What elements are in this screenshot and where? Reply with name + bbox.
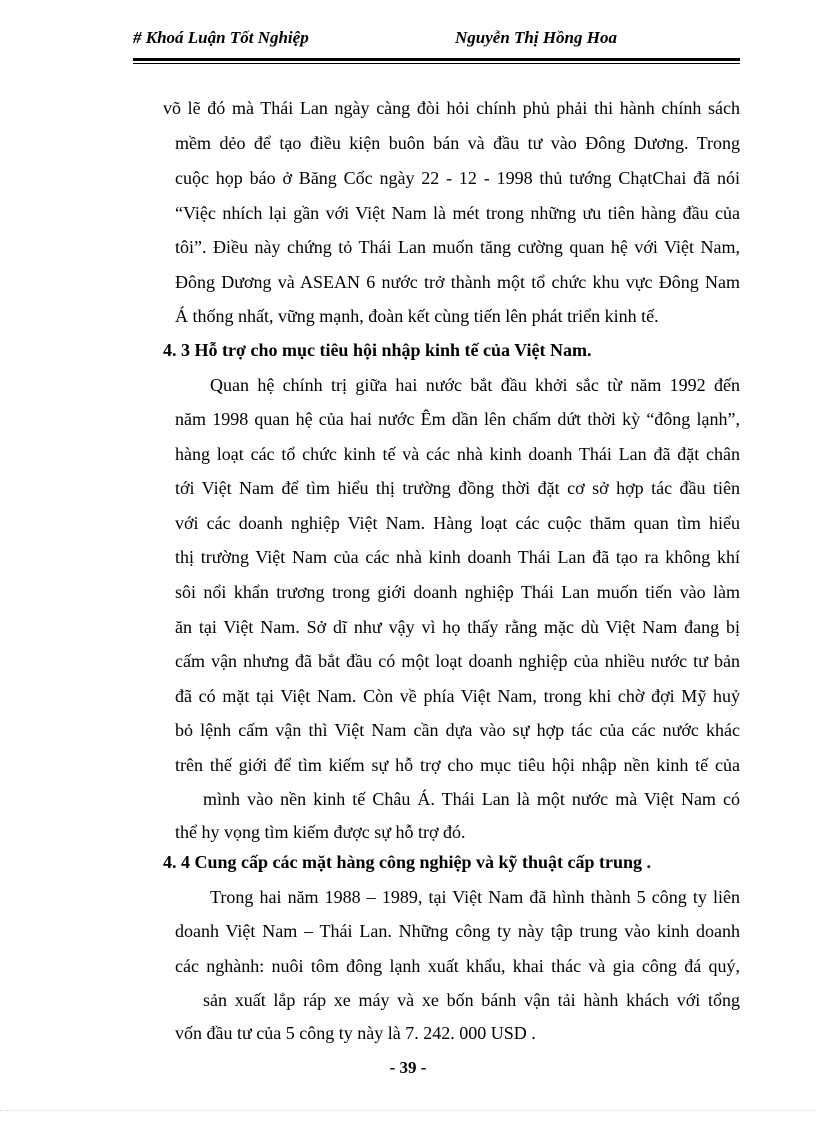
text-line: “Việc nhích lại gần với Việt Nam là mét trong những ưu tiên hàng đầu của [175, 203, 740, 223]
header-author-name: Nguyễn Thị Hồng Hoa [455, 28, 617, 47]
text-line: Á thống nhất, vững mạnh, đoàn kết cùng tiến lên phát triển kinh tế. [175, 306, 659, 326]
text-line: cấm vận nhưng đã bắt đầu có một loạt doanh nghiệp của nhiều nước tư bản [175, 651, 740, 671]
header-thesis-title: # Khoá Luận Tốt Nghiệp [133, 28, 309, 47]
page-number: - 39 - [389, 1058, 427, 1077]
text-line: hàng loạt các tổ chức kinh tế và các nhà kinh doanh Thái Lan đã đặt chân [175, 444, 740, 464]
text-line: mềm dẻo để tạo điều kiện buôn bán và đầu tư vào Đông Dương. Trong [175, 133, 740, 153]
text-line: các nghành: nuôi tôm đông lạnh xuất khẩu, khai thác và gia công đá quý, [175, 956, 740, 976]
text-line: với các doanh nghiệp Việt Nam. Hàng loạt các cuộc thăm quan tìm hiểu [175, 513, 740, 533]
text-line: tôi”. Điều này chứng tỏ Thái Lan muốn tăng cường quan hệ với Việt Nam, [175, 237, 740, 257]
text-line: mình vào nền kinh tế Châu Á. Thái Lan là một nước mà Việt Nam có [203, 789, 740, 809]
text-line: võ lẽ đó mà Thái Lan ngày càng đòi hỏi chính phủ phải thi hành chính sách [163, 98, 740, 118]
page-header [133, 28, 740, 50]
text-line: cuộc họp báo ở Băng Cốc ngày 22 - 12 - 1998 thủ tướng ChạtChai đã nói [175, 168, 740, 188]
text-line: Quan hệ chính trị giữa hai nước bắt đầu khởi sắc từ năm 1992 đến [210, 375, 740, 395]
page-bottom-border [0, 1110, 816, 1112]
text-line: bỏ lệnh cấm vận thì Việt Nam cần dựa vào sự hợp tác của các nước khác [175, 720, 740, 740]
section-heading: 4. 4 Cung cấp các mặt hàng công nghiệp và kỹ thuật cấp trung . [163, 852, 652, 872]
header-rule-thick [133, 58, 740, 61]
text-line: trên thế giới để tìm kiếm sự hỗ trợ cho mục tiêu hội nhập nền kinh tế của [175, 755, 740, 775]
text-line: doanh Việt Nam – Thái Lan. Những công ty này tập trung vào kinh doanh [175, 921, 740, 941]
text-line: sôi nổi khẩn trương trong giới doanh nghiệp Thái Lan muốn tiến vào làm [175, 582, 740, 602]
text-line: ăn tại Việt Nam. Sở dĩ như vậy vì họ thấy rằng mặc dù Việt Nam đang bị [175, 617, 740, 637]
text-line: sản xuất lắp ráp xe máy và xe bốn bánh vận tải hành khách với tổng [203, 990, 740, 1010]
header-rule-thin [133, 63, 740, 64]
text-line: tới Việt Nam để tìm hiểu thị trường đồng thời đặt cơ sở hợp tác đầu tiên [175, 478, 740, 498]
text-line: thị trường Việt Nam của các nhà kinh doanh Thái Lan đã tạo ra không khí [175, 547, 740, 567]
text-line: thể hy vọng tìm kiếm được sự hỗ trợ đó. [175, 822, 466, 842]
text-line: đã có mặt tại Việt Nam. Còn về phía Việt Nam, trong khi chờ đợi Mỹ huỷ [175, 686, 740, 706]
text-line: Đông Dương và ASEAN 6 nước trở thành một tổ chức khu vực Đông Nam [175, 272, 740, 292]
section-heading: 4. 3 Hỗ trợ cho mục tiêu hội nhập kinh tế của Việt Nam. [163, 340, 592, 360]
text-line: Trong hai năm 1988 – 1989, tại Việt Nam đã hình thành 5 công ty liên [210, 887, 740, 907]
text-line: vốn đầu tư của 5 công ty này là 7. 242. 000 USD . [175, 1023, 536, 1043]
text-line: năm 1998 quan hệ của hai nước Êm dần lên chấm dứt thời kỳ “đông lạnh”, [175, 409, 740, 429]
